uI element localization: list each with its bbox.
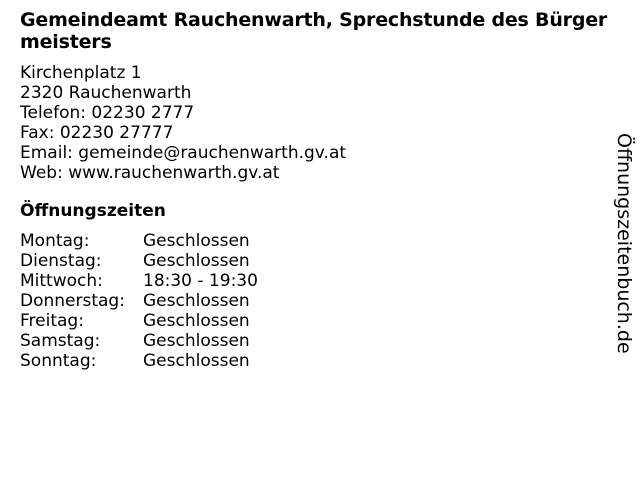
hours-row-wednesday xyxy=(20,271,620,291)
address-email: Email: gemeinde@rauchenwarth.gv.at xyxy=(20,143,347,163)
hours-row-saturday xyxy=(20,331,620,351)
site-watermark: Öffnungszeitenbuch.de xyxy=(613,133,635,354)
hours-table xyxy=(20,231,620,371)
page-title: Gemeindeamt Rauchenwarth, Sprechstunde des Bürgermeisters xyxy=(20,9,608,53)
hours-time: Geschlossen xyxy=(143,351,250,371)
address-street: Kirchenplatz 1 xyxy=(20,63,142,83)
hours-time: Geschlossen xyxy=(143,331,250,351)
address-city: 2320 Rauchenwarth xyxy=(20,83,192,103)
hours-time: Geschlossen xyxy=(143,291,250,311)
hours-day: Mittwoch: xyxy=(20,271,103,291)
hours-day: Montag: xyxy=(20,231,90,251)
hours-row-sunday xyxy=(20,351,620,371)
hours-row-monday xyxy=(20,231,620,251)
hours-day: Samstag: xyxy=(20,331,101,351)
page-content xyxy=(20,9,620,371)
hours-day: Sonntag: xyxy=(20,351,97,371)
hours-day: Freitag: xyxy=(20,311,84,331)
hours-time: Geschlossen xyxy=(143,251,250,271)
hours-day: Donnerstag: xyxy=(20,291,125,311)
hours-row-thursday xyxy=(20,291,620,311)
address-fax: Fax: 02230 27777 xyxy=(20,123,174,143)
address-block xyxy=(20,63,620,183)
address-phone: Telefon: 02230 2777 xyxy=(20,103,195,123)
hours-heading: Öffnungszeiten xyxy=(20,201,166,221)
hours-time: 18:30 - 19:30 xyxy=(143,271,258,291)
hours-time: Geschlossen xyxy=(143,311,250,331)
hours-day: Dienstag: xyxy=(20,251,102,271)
hours-time: Geschlossen xyxy=(143,231,250,251)
address-web: Web: www.rauchenwarth.gv.at xyxy=(20,163,280,183)
hours-row-friday xyxy=(20,311,620,331)
hours-row-tuesday xyxy=(20,251,620,271)
